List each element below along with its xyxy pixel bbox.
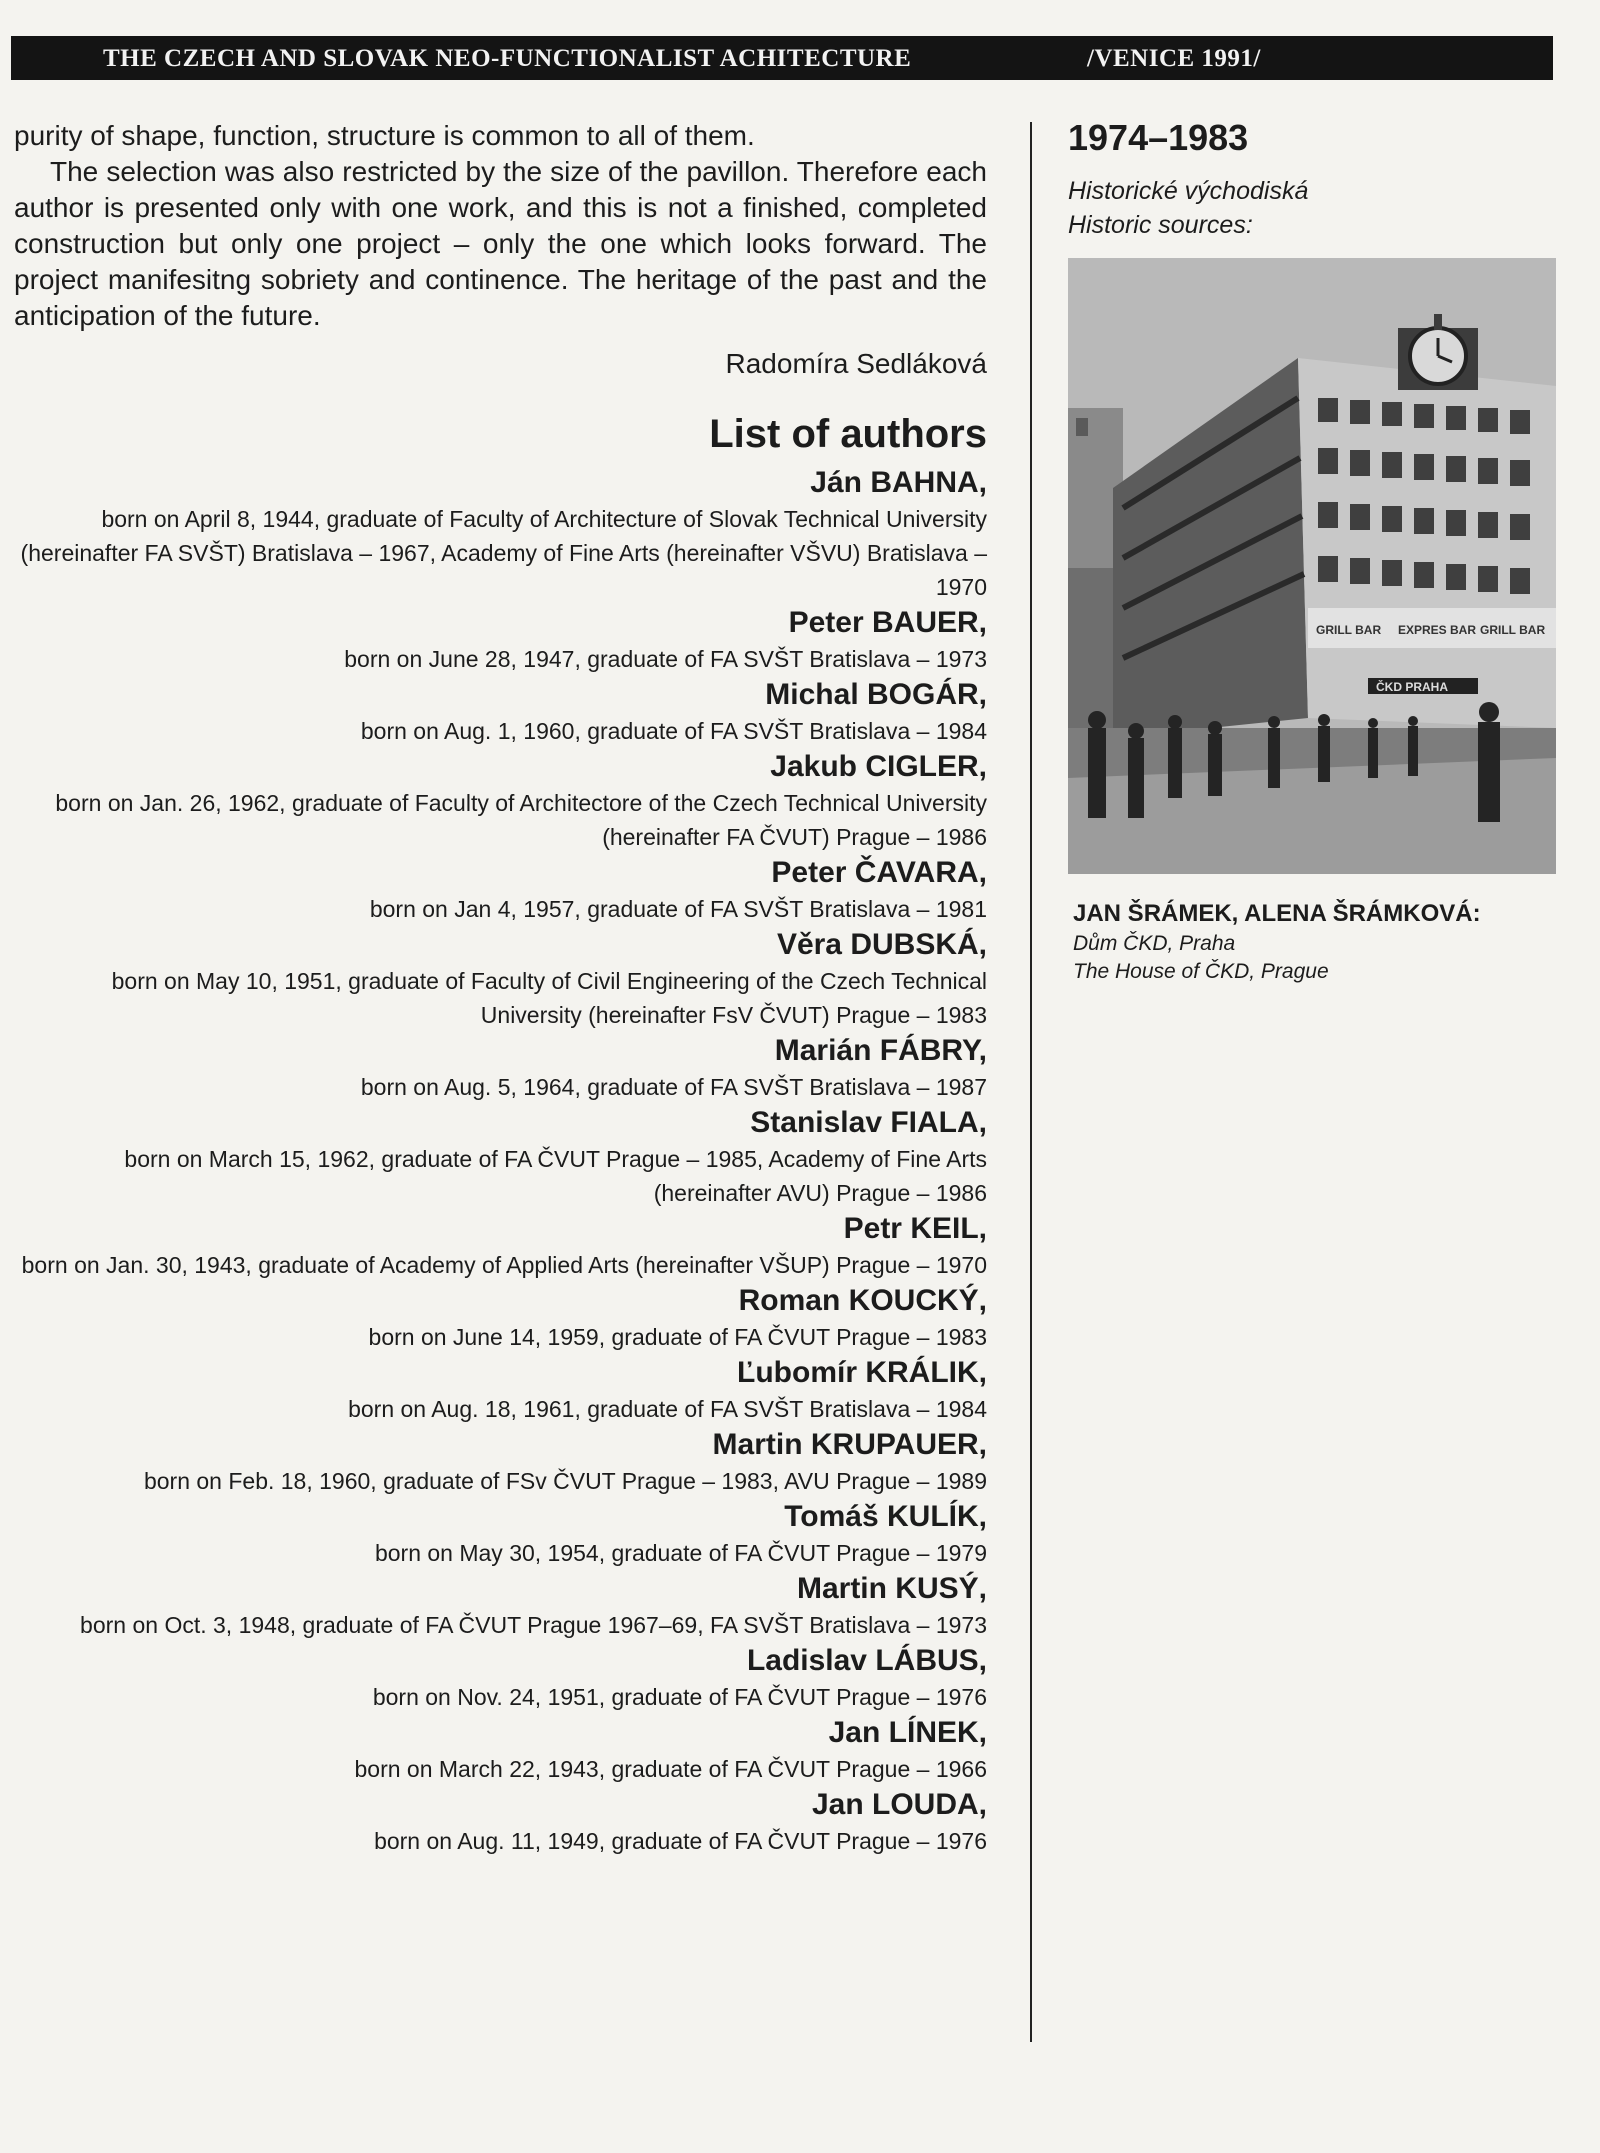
author-name: Tomáš KULÍK, xyxy=(784,1500,987,1533)
shop-sign-1: GRILL BAR xyxy=(1316,623,1382,637)
intro-paragraph-1: purity of shape, function, structure is common to all of them. xyxy=(14,120,755,151)
author-name: Martin KRUPAUER, xyxy=(712,1428,987,1461)
author-entry xyxy=(14,1210,987,1282)
author-entry xyxy=(14,748,987,854)
author-name: Peter ČAVARA, xyxy=(771,856,987,889)
caption-authors: JAN ŠRÁMEK, ALENA ŠRÁMKOVÁ: xyxy=(1073,900,1481,927)
author-bio: born on May 30, 1954, graduate of FA ČVUT Prague – 1979 xyxy=(374,1540,987,1566)
author-name: Jan LOUDA, xyxy=(811,1788,987,1821)
author-bio: born on Jan. 26, 1962, graduate of Faculty of Architectore of the Czech Technical University (hereinafter FA ČVUT) Prague – 1986 xyxy=(55,790,987,850)
author-name: Ján BAHNA, xyxy=(810,466,987,499)
author-name: Peter BAUER, xyxy=(788,606,987,639)
shop-sign-3: GRILL BAR xyxy=(1480,623,1546,637)
author-entry xyxy=(14,1104,987,1210)
author-bio: born on Feb. 18, 1960, graduate of FSv ČVUT Prague – 1983, AVU Prague – 1989 xyxy=(143,1468,987,1494)
sources-label-cs: Historické východiská xyxy=(1068,177,1309,205)
author-bio: born on Oct. 3, 1948, graduate of FA ČVUT Prague 1967–69, FA SVŠT Bratislava – 1973 xyxy=(80,1612,987,1638)
photo-caption xyxy=(1073,898,1563,986)
authors-heading: List of authors xyxy=(709,412,987,456)
author-name: Ladislav LÁBUS, xyxy=(746,1644,987,1677)
author-bio: born on April 8, 1944, graduate of Faculty of Architecture of Slovak Technical University (hereinafter FA SVŠT) Bratislava – 1967, Academy of Fine Arts (hereinafter VŠVU) Bratislava – 1970 xyxy=(20,506,987,600)
author-bio: born on June 28, 1947, graduate of FA SVŠT Bratislava – 1973 xyxy=(344,646,987,672)
author-entry xyxy=(14,604,987,676)
author-name: Stanislav FIALA, xyxy=(750,1106,987,1139)
author-bio: born on Nov. 24, 1951, graduate of FA ČVUT Prague – 1976 xyxy=(372,1684,987,1710)
author-name: Jan LÍNEK, xyxy=(828,1716,987,1749)
author-name: Martin KUSÝ, xyxy=(796,1572,987,1605)
author-bio: born on Aug. 5, 1964, graduate of FA SVŠT Bratislava – 1987 xyxy=(360,1074,987,1100)
author-bio: born on March 15, 1962, graduate of FA ČVUT Prague – 1985, Academy of Fine Arts (hereinafter AVU) Prague – 1986 xyxy=(124,1146,987,1206)
sidebar xyxy=(1068,116,1558,242)
intro-paragraph-2: The selection was also restricted by the size of the pavillon. Therefore each author is presented only with one work, and this is not a finished, completed construction but only one project – only the one which looks forward. The project manifesitng sobriety and continence. The heritage of the past and the anticipation of the future. xyxy=(14,156,987,331)
author-entry xyxy=(14,1032,987,1104)
author-entry xyxy=(14,1354,987,1426)
shop-sign-2: EXPRES BAR xyxy=(1398,623,1477,637)
author-bio: born on Jan 4, 1957, graduate of FA SVŠT Bratislava – 1981 xyxy=(369,896,987,922)
author-entry xyxy=(14,1282,987,1354)
caption-title-en: The House of ČKD, Prague xyxy=(1073,960,1329,983)
header-bar xyxy=(11,36,1553,80)
caption-title-cs: Dům ČKD, Praha xyxy=(1073,932,1236,955)
author-bio: born on March 22, 1943, graduate of FA ČVUT Prague – 1966 xyxy=(354,1756,987,1782)
author-name: Marián FÁBRY, xyxy=(774,1034,987,1067)
company-sign: ČKD PRAHA xyxy=(1376,680,1448,694)
author-bio: born on Aug. 1, 1960, graduate of FA SVŠT Bratislava – 1984 xyxy=(360,718,987,744)
author-entry xyxy=(14,676,987,748)
main-column xyxy=(14,118,987,1858)
author-bio: born on June 14, 1959, graduate of FA ČVUT Prague – 1983 xyxy=(368,1324,987,1350)
author-entry xyxy=(14,1426,987,1498)
author-name: Roman KOUCKÝ, xyxy=(738,1284,987,1317)
author-entry xyxy=(14,1570,987,1642)
author-entry xyxy=(14,926,987,1032)
author-name: Věra DUBSKÁ, xyxy=(776,928,987,961)
author-bio: born on Aug. 18, 1961, graduate of FA SVŠT Bratislava – 1984 xyxy=(348,1396,987,1422)
author-name: Petr KEIL, xyxy=(843,1212,987,1245)
author-list xyxy=(14,464,987,1858)
header-title: THE CZECH AND SLOVAK NEO-FUNCTIONALIST ACHITECTURE xyxy=(103,45,912,72)
author-bio: born on Aug. 11, 1949, graduate of FA ČVUT Prague – 1976 xyxy=(374,1828,987,1854)
author-entry xyxy=(14,1642,987,1714)
sources-label-en: Historic sources: xyxy=(1068,211,1253,239)
column-divider xyxy=(1030,122,1032,2042)
author-entry xyxy=(14,1498,987,1570)
building-photo-illustration xyxy=(1068,258,1556,874)
period-heading: 1974–1983 xyxy=(1068,117,1249,158)
author-name: Michal BOGÁR, xyxy=(765,678,987,711)
author-entry xyxy=(14,464,987,604)
intro-signature: Radomíra Sedláková xyxy=(725,348,987,379)
building-photo xyxy=(1068,258,1556,874)
author-name: Ľubomír KRÁLIK, xyxy=(737,1356,987,1389)
author-entry xyxy=(14,1714,987,1786)
author-entry xyxy=(14,1786,987,1858)
author-bio: born on May 10, 1951, graduate of Faculty of Civil Engineering of the Czech Technical University (hereinafter FsV ČVUT) Prague – 1983 xyxy=(111,968,987,1028)
author-bio: born on Jan. 30, 1943, graduate of Academy of Applied Arts (hereinafter VŠUP) Prague – 1970 xyxy=(21,1252,987,1278)
author-entry xyxy=(14,854,987,926)
author-name: Jakub CIGLER, xyxy=(770,750,987,783)
header-venue: /VENICE 1991/ xyxy=(1087,45,1261,72)
